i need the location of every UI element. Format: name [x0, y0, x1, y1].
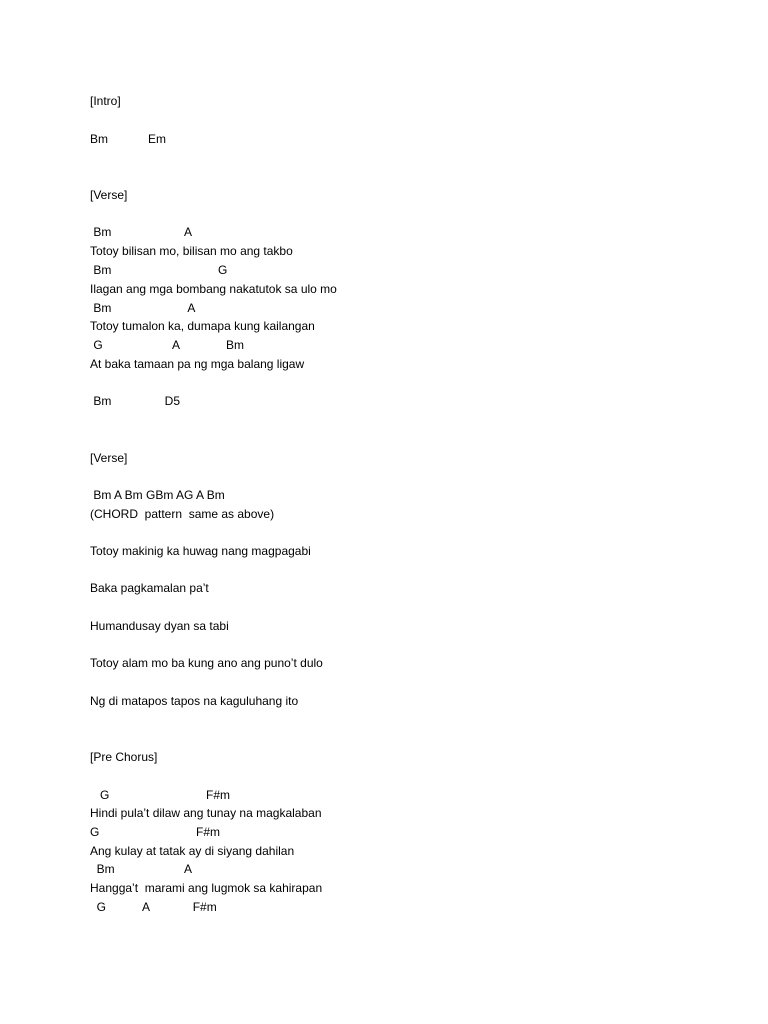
section-label-verse: [Verse]: [90, 451, 128, 465]
chord-line: G A Bm: [90, 338, 245, 352]
chord-line: Bm G: [90, 263, 228, 277]
lyric-line: Totoy alam mo ba kung ano ang puno’t dulo: [90, 656, 323, 670]
chord-line: G A F#m: [90, 900, 217, 914]
lyric-line: Totoy bilisan mo, bilisan mo ang takbo: [90, 244, 293, 258]
chord-line: G F#m: [90, 788, 231, 802]
section-label-verse: [Verse]: [90, 188, 128, 202]
chord-line: G F#m: [90, 825, 221, 839]
chord-line: Bm D5: [90, 394, 181, 408]
lyric-line: Ilagan ang mga bombang nakatutok sa ulo mo: [90, 282, 337, 296]
lyric-line: Ng di matapos tapos na kaguluhang ito: [90, 694, 299, 708]
lyric-line: Humandusay dyan sa tabi: [90, 619, 229, 633]
section-label-pre-chorus: [Pre Chorus]: [90, 750, 158, 764]
note-line: (CHORD pattern same as above): [90, 507, 275, 521]
chord-line: Bm A Bm GBm AG A Bm: [90, 488, 225, 502]
lyric-line: Ang kulay at tatak ay di siyang dahilan: [90, 844, 295, 858]
chord-line: Bm A: [90, 225, 193, 239]
chord-line: Bm A: [90, 301, 196, 315]
chord-line: Bm Em: [90, 132, 167, 146]
lyric-line: Totoy tumalon ka, dumapa kung kailangan: [90, 319, 315, 333]
chord-line: Bm A: [90, 862, 193, 876]
section-label-intro: [Intro]: [90, 94, 121, 108]
lyric-line: Totoy makinig ka huwag nang magpagabi: [90, 544, 311, 558]
lyric-line: Baka pagkamalan pa’t: [90, 581, 209, 595]
lyric-line: At baka tamaan pa ng mga balang ligaw: [90, 357, 305, 371]
lyric-line: Hindi pula’t dilaw ang tunay na magkalaban: [90, 806, 322, 820]
lyric-line: Hangga’t marami ang lugmok sa kahirapan: [90, 881, 323, 895]
